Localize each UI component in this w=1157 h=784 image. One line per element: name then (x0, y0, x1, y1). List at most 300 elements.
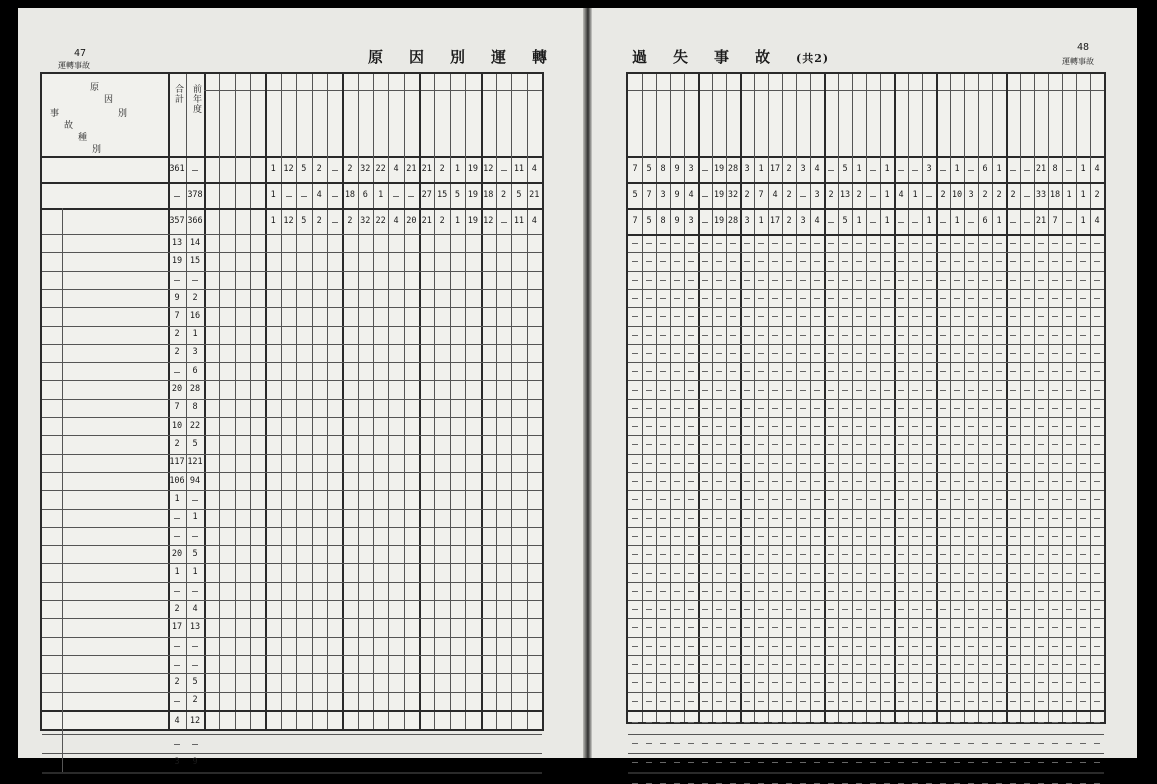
dash-cell (940, 316, 946, 317)
dash-cell (730, 627, 736, 628)
dash-cell (898, 335, 904, 336)
dash-cell (702, 371, 708, 372)
col-header (513, 94, 525, 152)
header-rule (894, 90, 936, 91)
col-header (206, 94, 218, 152)
dash-cell (800, 298, 806, 299)
dash-cell (660, 408, 666, 409)
data-cell: 18 (1049, 189, 1061, 200)
data-cell: 3 (744, 163, 750, 174)
col-header (825, 94, 837, 152)
dash-cell (1094, 463, 1100, 464)
dash-cell (1024, 664, 1030, 665)
dash-cell (926, 646, 932, 647)
data-cell: 1 (192, 567, 198, 578)
dash-cell (786, 353, 792, 354)
dash-cell (646, 390, 652, 391)
dash-cell (772, 426, 778, 427)
row-rule (628, 545, 1104, 546)
col-header (741, 94, 753, 152)
dash-cell (192, 536, 198, 537)
dash-cell (758, 646, 764, 647)
dash-cell (758, 518, 764, 519)
dash-cell (1024, 298, 1030, 299)
data-cell: 20 (171, 548, 183, 559)
dash-cell (940, 280, 946, 281)
dash-cell (660, 762, 666, 763)
dash-cell (954, 573, 960, 574)
data-cell: 5 (632, 189, 638, 200)
row-rule (42, 490, 542, 491)
dash-cell (702, 499, 708, 500)
dash-cell (716, 743, 722, 744)
dash-cell (814, 298, 820, 299)
dash-cell (772, 243, 778, 244)
data-cell: 1 (884, 215, 890, 226)
dash-cell (926, 722, 932, 723)
data-cell: 21 (421, 215, 432, 226)
dash-cell (758, 390, 764, 391)
row-rule (42, 509, 542, 510)
dash-cell (800, 646, 806, 647)
dash-cell (856, 743, 862, 744)
dash-cell (828, 481, 834, 482)
data-cell: 7 (632, 215, 638, 226)
dash-cell (940, 408, 946, 409)
dash-cell (968, 591, 974, 592)
dash-cell (730, 463, 736, 464)
dash-cell (1052, 371, 1058, 372)
dash-cell (632, 762, 638, 763)
dash-cell (814, 646, 820, 647)
dash-cell (884, 664, 890, 665)
dash-cell (814, 444, 820, 445)
header-rule (698, 90, 740, 91)
dash-cell (1066, 722, 1072, 723)
dash-cell (982, 371, 988, 372)
row-rule (628, 289, 1104, 290)
dash-cell (716, 573, 722, 574)
dash-cell (912, 353, 918, 354)
dash-cell (1038, 591, 1044, 592)
dash-cell (842, 298, 848, 299)
dash-cell (674, 646, 680, 647)
dash-cell (814, 408, 820, 409)
data-cell: 17 (171, 621, 183, 632)
dash-cell (1038, 390, 1044, 391)
dash-cell (884, 390, 890, 391)
dash-cell (1066, 170, 1072, 171)
dash-cell (702, 682, 708, 683)
dash-cell (758, 463, 764, 464)
dash-cell (954, 371, 960, 372)
dash-cell (800, 426, 806, 427)
dash-cell (828, 371, 834, 372)
dash-cell (1010, 554, 1016, 555)
dash-cell (800, 316, 806, 317)
row-rule (628, 692, 1104, 693)
dash-cell (758, 371, 764, 372)
data-cell: 2 (174, 329, 180, 340)
dash-cell (968, 243, 974, 244)
dash-cell (688, 280, 694, 281)
dash-cell (1024, 170, 1030, 171)
dash-cell (982, 335, 988, 336)
dash-cell (772, 481, 778, 482)
dash-cell (968, 609, 974, 610)
row-rule (42, 618, 542, 619)
row-rule (628, 563, 1104, 564)
corner-label: 種 (78, 133, 88, 143)
dash-cell (954, 518, 960, 519)
dash-cell (688, 591, 694, 592)
data-cell: 3 (814, 189, 820, 200)
dash-cell (1024, 591, 1030, 592)
dash-cell (716, 243, 722, 244)
dash-cell (1052, 743, 1058, 744)
dash-cell (1066, 646, 1072, 647)
col-header (1077, 94, 1089, 152)
dash-cell (1038, 408, 1044, 409)
dash-cell (926, 371, 932, 372)
dash-cell (730, 536, 736, 537)
dash-cell (1010, 536, 1016, 537)
dash-cell (1038, 444, 1044, 445)
dash-cell (814, 627, 820, 628)
data-cell: 1 (954, 215, 960, 226)
data-cell: 6 (982, 163, 988, 174)
data-cell: 19 (467, 163, 478, 174)
dash-cell (1066, 463, 1072, 464)
dash-cell (940, 646, 946, 647)
dash-cell (912, 701, 918, 702)
dash-cell (632, 701, 638, 702)
dash-cell (828, 682, 834, 683)
dash-cell (786, 426, 792, 427)
dash-cell (501, 222, 507, 223)
dash-cell (828, 335, 834, 336)
book-spine (583, 8, 592, 758)
dash-cell (646, 627, 652, 628)
data-cell: 6 (192, 365, 198, 376)
data-cell: 3 (744, 215, 750, 226)
data-cell: 19 (171, 255, 183, 266)
corner-label: 故 (64, 121, 74, 131)
dash-cell (674, 743, 680, 744)
dash-cell (646, 371, 652, 372)
dash-cell (870, 481, 876, 482)
dash-cell (786, 536, 792, 537)
dash-cell (688, 408, 694, 409)
dash-cell (772, 518, 778, 519)
dash-cell (1010, 762, 1016, 763)
dash-cell (1024, 481, 1030, 482)
data-cell: 1 (884, 189, 890, 200)
data-cell: 1 (270, 215, 276, 226)
data-cell: 22 (375, 215, 386, 226)
dash-cell (716, 554, 722, 555)
dash-cell (954, 316, 960, 317)
dash-cell (1024, 353, 1030, 354)
dash-cell (646, 762, 652, 763)
row-rule (628, 673, 1104, 674)
dash-cell (884, 298, 890, 299)
dash-cell (716, 371, 722, 372)
dash-cell (842, 353, 848, 354)
dash-cell (716, 408, 722, 409)
dash-cell (716, 664, 722, 665)
dash-cell (674, 499, 680, 500)
dash-cell (1024, 627, 1030, 628)
dash-cell (940, 573, 946, 574)
dash-cell (940, 762, 946, 763)
dash-cell (632, 481, 638, 482)
dash-cell (786, 682, 792, 683)
dash-cell (192, 280, 198, 281)
dash-cell (702, 646, 708, 647)
dash-cell (1052, 762, 1058, 763)
data-cell: 1 (912, 189, 918, 200)
dash-cell (870, 463, 876, 464)
dash-cell (926, 408, 932, 409)
dash-cell (982, 743, 988, 744)
dash-cell (1010, 627, 1016, 628)
dash-cell (884, 591, 890, 592)
dash-cell (1010, 222, 1016, 223)
dash-cell (1094, 371, 1100, 372)
dash-cell (968, 316, 974, 317)
dash-cell (1094, 762, 1100, 763)
dash-cell (772, 664, 778, 665)
dash-cell (772, 444, 778, 445)
row-rule (42, 472, 542, 473)
dash-cell (730, 499, 736, 500)
dash-cell (786, 280, 792, 281)
dash-cell (660, 554, 666, 555)
dash-cell (1066, 298, 1072, 299)
dash-cell (1024, 316, 1030, 317)
dash-cell (912, 743, 918, 744)
dash-cell (1080, 518, 1086, 519)
dash-cell (1052, 444, 1058, 445)
dash-cell (660, 463, 666, 464)
dash-cell (1094, 554, 1100, 555)
dash-cell (702, 280, 708, 281)
dash-cell (744, 371, 750, 372)
dash-cell (870, 426, 876, 427)
dash-cell (1094, 646, 1100, 647)
dash-cell (842, 243, 848, 244)
dash-cell (674, 444, 680, 445)
dash-cell (814, 499, 820, 500)
dash-cell (702, 335, 708, 336)
row-rule (628, 417, 1104, 418)
dash-cell (870, 762, 876, 763)
dash-cell (996, 722, 1002, 723)
dash-cell (1024, 408, 1030, 409)
dash-cell (702, 196, 708, 197)
dash-cell (758, 444, 764, 445)
col-header (923, 94, 935, 152)
dash-cell (940, 518, 946, 519)
data-cell: 1 (1066, 189, 1072, 200)
dash-cell (856, 609, 862, 610)
dash-cell (192, 500, 198, 501)
data-cell: 8 (1052, 163, 1058, 174)
dash-cell (1024, 682, 1030, 683)
dash-cell (1052, 554, 1058, 555)
dash-cell (730, 664, 736, 665)
dash-cell (1024, 463, 1030, 464)
data-cell: 16 (189, 310, 201, 321)
dash-cell (758, 722, 764, 723)
dash-cell (968, 664, 974, 665)
dash-cell (814, 261, 820, 262)
col-header (755, 94, 767, 152)
dash-cell (744, 518, 750, 519)
row-rule (42, 637, 542, 638)
col-header (283, 94, 295, 152)
dash-cell (870, 536, 876, 537)
dash-cell (954, 280, 960, 281)
dash-cell (870, 444, 876, 445)
dash-cell (912, 646, 918, 647)
dash-cell (954, 463, 960, 464)
dash-cell (1038, 261, 1044, 262)
data-cell: 4 (814, 215, 820, 226)
dash-cell (646, 609, 652, 610)
dash-cell (730, 243, 736, 244)
dash-cell (1038, 609, 1044, 610)
dash-cell (632, 426, 638, 427)
dash-cell (688, 518, 694, 519)
dash-cell (1080, 481, 1086, 482)
dash-cell (1052, 664, 1058, 665)
dash-cell (842, 481, 848, 482)
col-header (895, 94, 907, 152)
dash-cell (898, 591, 904, 592)
row-rule (42, 362, 542, 363)
dash-cell (842, 499, 848, 500)
row-rule (628, 753, 1104, 754)
dash-cell (660, 243, 666, 244)
dash-cell (1066, 280, 1072, 281)
col-header (237, 94, 249, 152)
dash-cell (730, 722, 736, 723)
dash-cell (744, 280, 750, 281)
dash-cell (912, 762, 918, 763)
dash-cell (870, 316, 876, 317)
dash-cell (870, 591, 876, 592)
dash-cell (786, 243, 792, 244)
dash-cell (1010, 316, 1016, 317)
data-cell: 1 (378, 189, 384, 200)
data-cell: 12 (189, 716, 201, 727)
dash-cell (828, 554, 834, 555)
dash-cell (1094, 536, 1100, 537)
data-cell: 18 (344, 189, 356, 200)
dash-cell (982, 627, 988, 628)
row-rule (42, 326, 542, 327)
dash-cell (632, 682, 638, 683)
dash-cell (758, 573, 764, 574)
dash-cell (982, 573, 988, 574)
dash-cell (758, 682, 764, 683)
dash-cell (898, 243, 904, 244)
col-header (421, 94, 433, 152)
dash-cell (968, 335, 974, 336)
data-cell: 2 (439, 163, 445, 174)
dash-cell (912, 390, 918, 391)
dash-cell (730, 316, 736, 317)
dash-cell (744, 554, 750, 555)
dash-cell (898, 627, 904, 628)
dash-cell (940, 335, 946, 336)
dash-cell (1080, 499, 1086, 500)
col-header (1091, 94, 1103, 152)
dash-cell (702, 664, 708, 665)
data-cell: 15 (437, 189, 448, 200)
data-cell: 1 (996, 163, 1002, 174)
dash-cell (870, 243, 876, 244)
dash-cell (912, 298, 918, 299)
data-cell: 2 (316, 163, 322, 174)
dash-cell (968, 627, 974, 628)
dash-cell (772, 573, 778, 574)
dash-cell (632, 609, 638, 610)
dash-cell (856, 627, 862, 628)
dash-cell (1066, 335, 1072, 336)
dash-cell (744, 335, 750, 336)
dash-cell (968, 353, 974, 354)
dash-cell (632, 335, 638, 336)
dash-cell (996, 463, 1002, 464)
dash-cell (772, 261, 778, 262)
dash-cell (786, 701, 792, 702)
col-header (685, 94, 697, 152)
data-cell: 10 (171, 420, 183, 431)
dash-cell (870, 518, 876, 519)
dash-cell (772, 701, 778, 702)
dash-cell (884, 743, 890, 744)
dash-cell (800, 280, 806, 281)
header-rule (342, 90, 419, 91)
dash-cell (996, 261, 1002, 262)
data-cell: 5 (192, 676, 198, 687)
dash-cell (800, 609, 806, 610)
dash-cell (912, 682, 918, 683)
dash-cell (660, 536, 666, 537)
dash-cell (660, 743, 666, 744)
dash-cell (828, 609, 834, 610)
dash-cell (716, 518, 722, 519)
dash-cell (1038, 371, 1044, 372)
dash-cell (716, 701, 722, 702)
dash-cell (940, 426, 946, 427)
dash-cell (800, 591, 806, 592)
dash-cell (898, 664, 904, 665)
dash-cell (884, 499, 890, 500)
dash-cell (1010, 518, 1016, 519)
col-header (1049, 94, 1061, 152)
row-rule (628, 399, 1104, 400)
dash-cell (744, 536, 750, 537)
dash-cell (996, 371, 1002, 372)
dash-cell (632, 243, 638, 244)
dash-cell (856, 573, 862, 574)
dash-cell (1066, 554, 1072, 555)
dash-cell (1094, 261, 1100, 262)
